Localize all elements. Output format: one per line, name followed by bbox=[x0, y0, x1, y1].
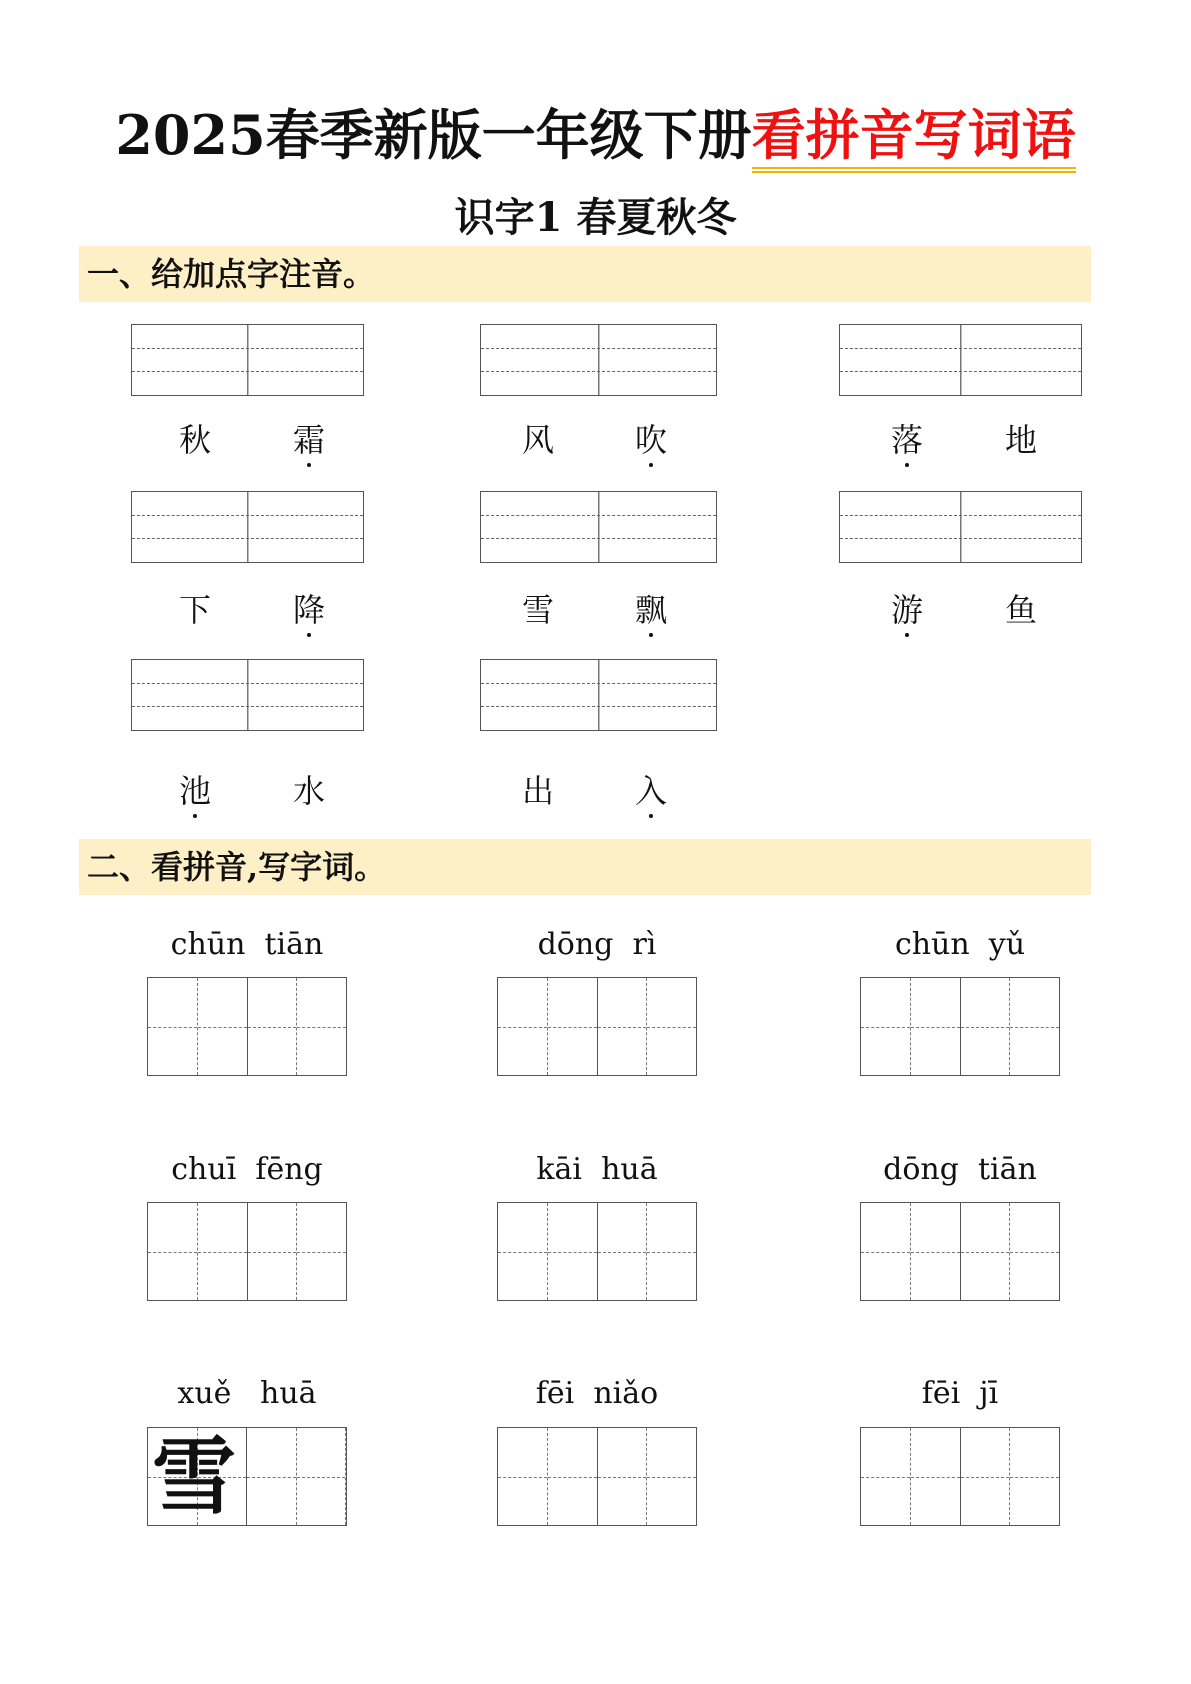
writing-grid[interactable] bbox=[860, 1427, 1060, 1526]
grid-cell[interactable] bbox=[548, 1428, 598, 1525]
writing-grid[interactable] bbox=[860, 977, 1060, 1076]
grid-cell[interactable] bbox=[247, 1428, 297, 1525]
writing-grid[interactable] bbox=[147, 1427, 347, 1526]
writing-grid[interactable] bbox=[147, 1202, 347, 1301]
writing-grid[interactable] bbox=[147, 977, 347, 1076]
pinyin-label: xuě huā bbox=[177, 1376, 317, 1411]
character: 池 bbox=[175, 766, 215, 812]
page-title bbox=[0, 100, 1191, 170]
grid-cell[interactable] bbox=[297, 1428, 347, 1525]
character: 秋 bbox=[178, 421, 211, 459]
character: 飘 bbox=[631, 585, 671, 631]
grid-cell[interactable] bbox=[548, 978, 598, 1075]
character: 出 bbox=[521, 772, 554, 810]
pinyin-label: fēi niǎo bbox=[535, 1376, 659, 1411]
character: 霜 bbox=[289, 415, 329, 461]
character: 降 bbox=[289, 585, 329, 631]
grid-cell[interactable] bbox=[148, 978, 198, 1075]
grid-cell[interactable] bbox=[498, 1428, 548, 1525]
pinyin-label: dōng tiān bbox=[883, 1152, 1037, 1187]
pinyin-label: fēi jī bbox=[921, 1376, 999, 1411]
grid-cell[interactable] bbox=[961, 978, 1011, 1075]
grid-cell[interactable] bbox=[598, 978, 648, 1075]
grid-cell[interactable] bbox=[911, 1203, 961, 1300]
writing-grid[interactable] bbox=[497, 1202, 697, 1301]
grid-cell[interactable] bbox=[297, 978, 346, 1075]
grid-cell[interactable] bbox=[911, 1428, 961, 1525]
grid-cell[interactable] bbox=[248, 978, 298, 1075]
grid-cell[interactable] bbox=[198, 1203, 248, 1300]
grid-cell[interactable] bbox=[598, 1428, 648, 1525]
grid-cell[interactable] bbox=[911, 978, 961, 1075]
writing-grid[interactable] bbox=[497, 977, 697, 1076]
grid-cell[interactable] bbox=[598, 1203, 648, 1300]
grid-cell[interactable] bbox=[861, 1203, 911, 1300]
pinyin-answer-box[interactable] bbox=[131, 491, 364, 563]
grid-cell[interactable] bbox=[498, 978, 548, 1075]
pinyin-label: chūn yǔ bbox=[894, 927, 1026, 962]
lesson-subtitle: 识字1 春夏秋冬 bbox=[454, 194, 737, 241]
pinyin-answer-box[interactable] bbox=[839, 491, 1082, 563]
section1-heading: 一、给加点字注音。 bbox=[79, 246, 1091, 302]
pinyin-answer-box[interactable] bbox=[131, 659, 364, 731]
grid-cell[interactable] bbox=[1010, 1428, 1059, 1525]
pinyin-answer-box[interactable] bbox=[131, 324, 364, 396]
character: 游 bbox=[887, 585, 927, 631]
character: 水 bbox=[292, 772, 325, 810]
section2-heading: 二、看拼音,写字词。 bbox=[79, 839, 1091, 895]
character: 入 bbox=[631, 766, 671, 812]
pinyin-answer-box[interactable] bbox=[480, 491, 717, 563]
pinyin-label: chūn tiān bbox=[170, 927, 324, 962]
title-highlight: 看拼音写词语 bbox=[752, 103, 1076, 173]
pinyin-answer-box[interactable] bbox=[480, 659, 717, 731]
grid-cell[interactable] bbox=[498, 1203, 548, 1300]
title-main: 2025春季新版一年级下册 bbox=[115, 103, 752, 167]
grid-cell[interactable] bbox=[248, 1203, 298, 1300]
character: 吹 bbox=[631, 415, 671, 461]
grid-cell[interactable] bbox=[647, 978, 696, 1075]
grid-cell[interactable] bbox=[548, 1203, 598, 1300]
character: 鱼 bbox=[1004, 591, 1037, 629]
character: 雪 bbox=[521, 591, 554, 629]
grid-cell[interactable] bbox=[148, 1203, 198, 1300]
grid-cell[interactable] bbox=[198, 978, 248, 1075]
writing-grid[interactable] bbox=[497, 1427, 697, 1526]
pinyin-label: kāi huā bbox=[536, 1152, 658, 1187]
grid-cell[interactable] bbox=[961, 1428, 1011, 1525]
pinyin-answer-box[interactable] bbox=[839, 324, 1082, 396]
pinyin-label: chuī fēng bbox=[171, 1152, 323, 1187]
grid-cell[interactable] bbox=[647, 1428, 696, 1525]
pinyin-label: dōng rì bbox=[537, 927, 657, 962]
grid-cell[interactable] bbox=[1010, 1203, 1059, 1300]
grid-cell[interactable] bbox=[961, 1203, 1011, 1300]
character: 下 bbox=[178, 591, 211, 629]
pinyin-answer-box[interactable] bbox=[480, 324, 717, 396]
writing-grid[interactable] bbox=[860, 1202, 1060, 1301]
grid-cell[interactable] bbox=[1010, 978, 1059, 1075]
grid-cell[interactable] bbox=[861, 978, 911, 1075]
character: 风 bbox=[521, 421, 554, 459]
grid-cell[interactable] bbox=[297, 1203, 346, 1300]
character: 地 bbox=[1004, 421, 1037, 459]
character: 落 bbox=[887, 415, 927, 461]
grid-cell[interactable] bbox=[647, 1203, 696, 1300]
grid-cell[interactable] bbox=[861, 1428, 911, 1525]
sample-character: 雪 bbox=[152, 1428, 237, 1526]
